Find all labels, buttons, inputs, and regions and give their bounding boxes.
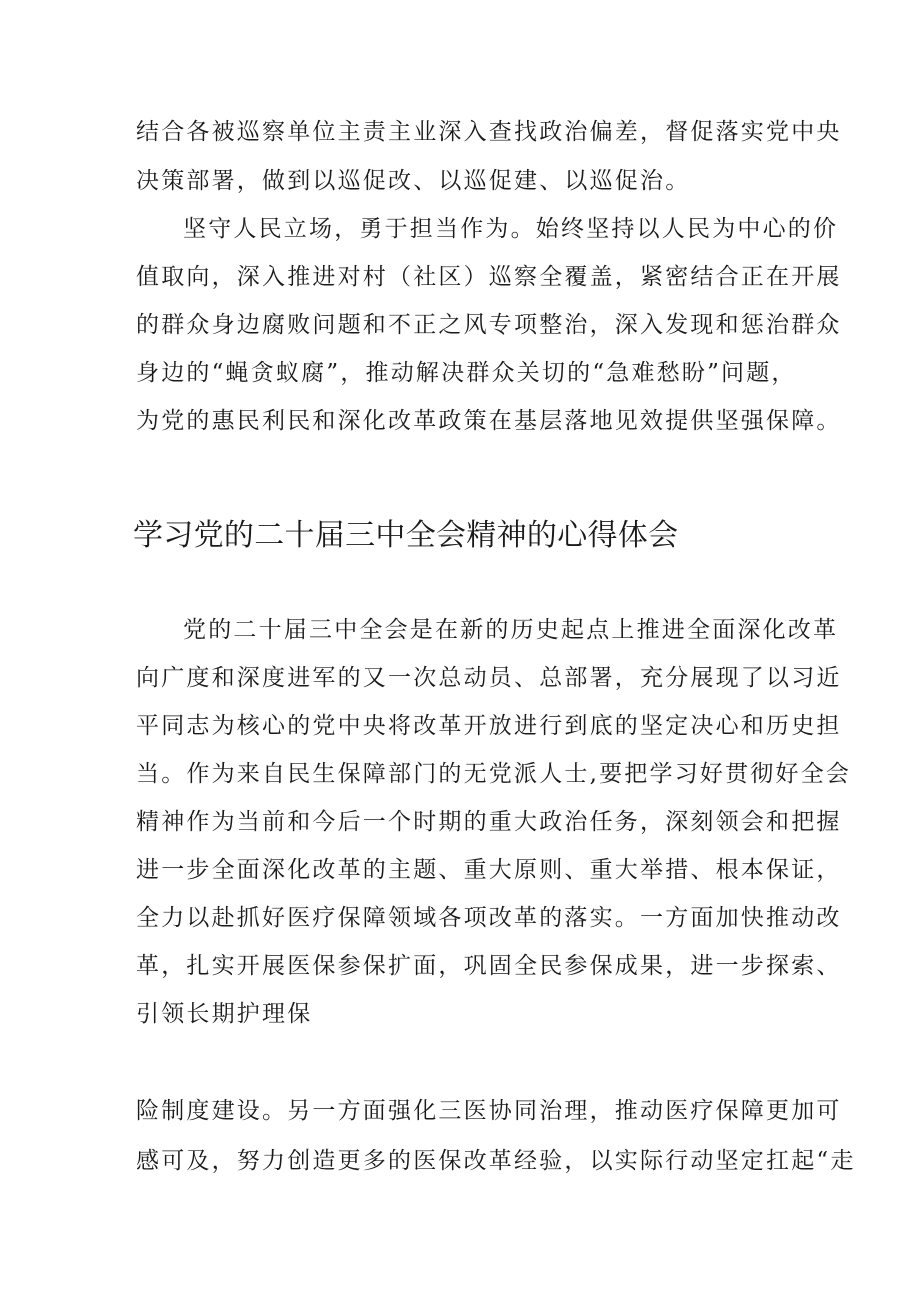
text-line: 革，扎实开展医保参保扩面，巩固全民参保成果，进一步探索、 bbox=[136, 953, 842, 979]
paragraph-first-line: 党的二十届三中全会是在新的历史起点上推进全面深化改革 bbox=[183, 617, 839, 643]
text-line: 进一步全面深化改革的主题、重大原则、重大举措、根本保证， bbox=[136, 857, 842, 883]
text-line: 结合各被巡察单位主责主业深入查找政治偏差，督促落实党中央 bbox=[136, 119, 842, 145]
text-line: 向广度和深度进军的又一次总动员、总部署，充分展现了以习近 bbox=[136, 665, 842, 691]
text-line: 决策部署，做到以巡促改、以巡促建、以巡促治。 bbox=[136, 168, 691, 194]
text-line: 感可及，努力创造更多的医保改革经验，以实际行动坚定扛起“走 bbox=[136, 1148, 856, 1174]
text-line: 引领长期护理保 bbox=[136, 1001, 313, 1027]
text-line: 身边的“蝇贪蚁腐”，推动解决群众关切的“急难愁盼”问题， bbox=[136, 360, 797, 386]
paragraph-first-line: 坚守人民立场，勇于担当作为。始终坚持以人民为中心的价 bbox=[183, 216, 839, 242]
text-line: 平同志为核心的党中央将改革开放进行到底的坚定决心和历史担 bbox=[136, 713, 842, 739]
text-line: 险制度建设。另一方面强化三医协同治理，推动医疗保障更加可 bbox=[136, 1098, 842, 1124]
text-line: 为党的惠民利民和深化改革政策在基层落地见效提供坚强保障。 bbox=[136, 408, 842, 434]
text-line: 当。作为来自民生保障部门的无党派人士,要把学习好贯彻好全会 bbox=[136, 761, 852, 787]
section-heading: 学习党的二十届三中全会精神的心得体会 bbox=[133, 518, 679, 553]
text-line: 全力以赴抓好医疗保障领域各项改革的落实。一方面加快推动改 bbox=[136, 905, 842, 931]
text-line: 值取向，深入推进对村（社区）巡察全覆盖，紧密结合正在开展 bbox=[136, 264, 842, 290]
text-line: 精神作为当前和今后一个时期的重大政治任务，深刻领会和把握 bbox=[136, 809, 842, 835]
text-line: 的群众身边腐败问题和不正之风专项整治，深入发现和惩治群众 bbox=[136, 312, 842, 338]
